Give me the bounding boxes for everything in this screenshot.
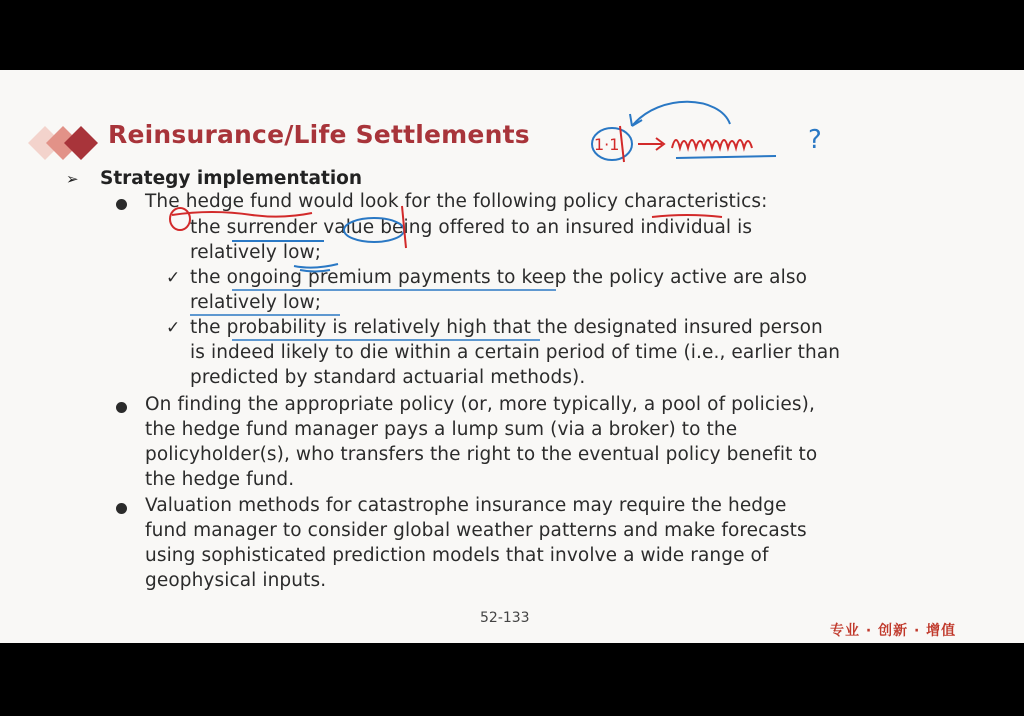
item-1-line-2: relatively low; — [190, 242, 322, 263]
bullet-icon — [116, 402, 127, 413]
checkmark-icon: ✓ — [166, 268, 181, 288]
checkmark-icon: ✓ — [166, 318, 181, 338]
svg-text:1·1: 1·1 — [594, 135, 620, 154]
item-3-line-1: the probability is relatively high that the designated insured person — [190, 317, 823, 338]
item-3-line-2: is indeed likely to die within a certain period of time (i.e., earlier than — [190, 342, 841, 363]
slide — [0, 70, 1024, 643]
section-heading-text: Strategy implementation — [100, 168, 363, 189]
bullet-2-line-1: On finding the appropriate policy (or, more typically, a pool of policies), — [145, 394, 815, 415]
bullet-2-line-4: the hedge fund. — [145, 469, 295, 490]
bullet-3-line-2: fund manager to consider global weather patterns and make forecasts — [145, 520, 807, 541]
bullet-2-line-3: policyholder(s), who transfers the right to the eventual policy benefit to — [145, 444, 818, 465]
item-2-line-1: the ongoing premium payments to keep the policy active are also — [190, 267, 807, 288]
handwritten-annotation-top-icon — [580, 86, 850, 176]
footer-slogan: 专业 · 创新 · 增值 — [830, 623, 957, 639]
item-2-line-2: relatively low; — [190, 292, 322, 313]
bullet-3-line-4: geophysical inputs. — [145, 570, 327, 591]
bullet-2-line-2: the hedge fund manager pays a lump sum (via a broker) to the — [145, 419, 738, 440]
diamond-logo-icon — [28, 124, 100, 162]
section-heading — [66, 168, 362, 189]
bullet-1-line-1: The hedge fund would look for the following policy characteristics: — [145, 191, 768, 212]
bullet-icon — [116, 199, 127, 210]
bullet-3-line-3: using sophisticated prediction models that involve a wide range of — [145, 545, 769, 566]
page-title: Reinsurance/Life Settlements — [108, 120, 530, 149]
item-3-line-3: predicted by standard actuarial methods). — [190, 367, 586, 388]
item-1-line-1: the surrender value being offered to an insured individual is — [190, 217, 753, 238]
arrow-bullet-icon: ➢ — [66, 170, 79, 188]
bullet-3-line-1: Valuation methods for catastrophe insurance may require the hedge — [145, 495, 787, 516]
bullet-icon — [116, 503, 127, 514]
svg-text:?: ? — [808, 125, 822, 155]
page-number: 52-133 — [480, 610, 530, 626]
